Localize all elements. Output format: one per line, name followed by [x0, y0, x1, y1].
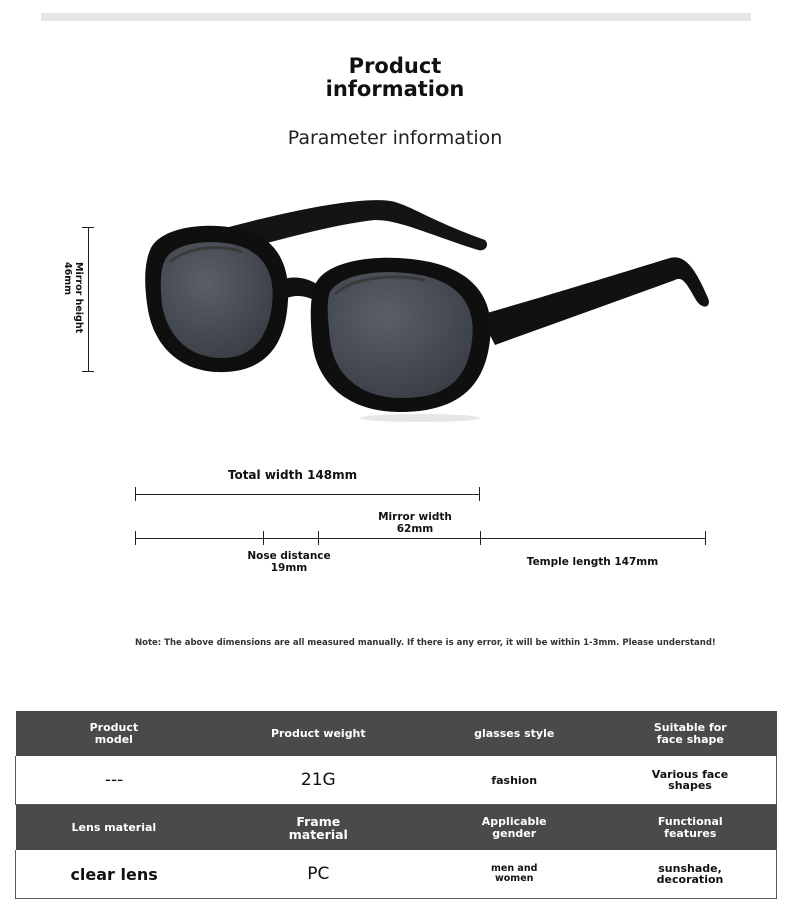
- segment-tick-5: [705, 531, 706, 545]
- value-applicable-gender: men and women: [424, 850, 604, 899]
- spec-table: [15, 711, 777, 899]
- spec-value-row-2: [16, 850, 777, 899]
- value-product-weight: 21G: [212, 756, 424, 805]
- header-product-weight: Product weight: [212, 711, 424, 756]
- mirror-height-line: [88, 227, 89, 371]
- mirror-height-bottom-tick: [82, 371, 94, 372]
- header-glasses-style: glasses style: [424, 711, 604, 756]
- value-lens-material: clear lens: [16, 850, 213, 899]
- page-title: Product information: [325, 54, 465, 101]
- segment-measure-line: [135, 538, 706, 539]
- header-product-model: Product model: [16, 711, 213, 756]
- segment-tick-3: [318, 531, 319, 545]
- nose-distance-label: Nose distance 19mm: [247, 550, 331, 574]
- value-product-model: ---: [16, 756, 213, 805]
- total-width-line: [135, 494, 480, 495]
- mirror-width-label: Mirror width 62mm: [378, 511, 452, 535]
- segment-tick-1: [135, 531, 136, 545]
- header-applicable-gender: Applicable gender: [424, 805, 604, 851]
- segment-tick-2: [263, 531, 264, 545]
- spec-header-row-2: [16, 805, 777, 851]
- sunglasses-image: [130, 190, 720, 430]
- spec-value-row-1: [16, 756, 777, 805]
- value-face-shape: Various face shapes: [604, 756, 776, 805]
- header-lens-material: Lens material: [16, 805, 213, 851]
- spec-header-row-1: [16, 711, 777, 756]
- header-frame-material: Frame material: [212, 805, 424, 851]
- measurement-note: Note: The above dimensions are all measured manually. If there is any error, it will be within 1-3mm. Please understand!: [135, 638, 716, 648]
- value-frame-material: PC: [212, 850, 424, 899]
- value-glasses-style: fashion: [424, 756, 604, 805]
- header-functional-features: Functional features: [604, 805, 776, 851]
- segment-tick-4: [480, 531, 481, 545]
- total-width-right-tick: [479, 487, 480, 501]
- top-divider-bar: [41, 13, 751, 21]
- value-functional-features: sunshade, decoration: [604, 850, 776, 899]
- header-face-shape: Suitable for face shape: [604, 711, 776, 756]
- mirror-height-label: Mirror height 46mm: [62, 262, 84, 334]
- page-subtitle: Parameter information: [287, 127, 503, 149]
- total-width-label: Total width 148mm: [227, 468, 358, 482]
- temple-length-label: Temple length 147mm: [526, 556, 659, 568]
